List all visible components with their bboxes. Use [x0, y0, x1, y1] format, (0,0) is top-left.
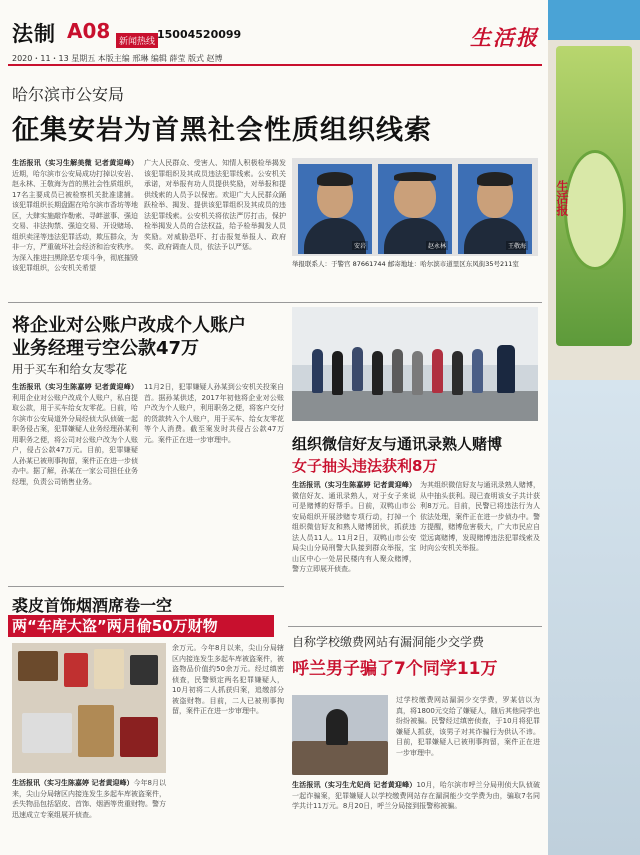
goods-shape	[22, 713, 72, 753]
ad-brand: 生活报	[555, 180, 569, 216]
suspect-photo	[458, 164, 532, 254]
article-column	[12, 158, 138, 296]
goods-shape	[130, 655, 158, 685]
ad-emblem	[564, 150, 626, 270]
article-column: 11月2日，犯罪嫌疑人孙某到公安机关投案自首。据孙某供述，2017年初他将企业对公账户改为个人账户，利用职务之便，将客户交付的货款转入个人账户，用于买车、给女友零花等个人消费。截至案发时共侵占公款47万元。案件正在进一步审理中。	[144, 383, 284, 444]
figure-shape	[432, 349, 443, 393]
article-kicker: 自称学校缴费网站有漏洞能少交学费	[292, 635, 485, 649]
figure-shape	[372, 351, 383, 395]
report-contact: 举报联系人：于警官 87661744 邮寄地址：哈尔滨市道里区东风街35号211室	[292, 260, 519, 268]
ad-background	[548, 380, 640, 855]
article-headline-red: 呼兰男子骗了7个同学11万	[292, 659, 498, 679]
hotline-label: 新闻热线	[116, 33, 158, 48]
column-text: 微信好友、通讯录熟人，对于女子来说可是赌博的好帮手。日前，双鸭山市公安局组织开展涉赌专项行动，打掉一个组织微信好友和熟人赌博团伙，抓获违法人员11人。11月2日，双鸭山市公安局尖山分局刑警大队接到群众举报，宝山区中心一处居民楼内有人聚众赌博，警方立即展开侦查。	[292, 491, 416, 573]
goods-shape	[94, 649, 124, 689]
news-photo-arrest	[292, 307, 538, 421]
article-subtitle: 用于买车和给女友零花	[12, 362, 127, 376]
article-column: 广大人民群众、受害人、知情人积极检举揭发该犯罪组织及其成员违法犯罪线索。公安机关承诺，对举报有功人员提供奖励，对举报和提供线索的人员予以保密。欢迎广大人民群众踊跃检举、揭发、提供该犯罪组织及其成员的违法犯罪线索。公安机关将依法严厉打击，保护检举揭发人员的合法权益，给予检举揭发人员奖励。对威胁恐吓、打击报复举报人、政府奖、政府调查人员，依法予以严惩。	[144, 159, 286, 251]
hotline-number: 15004520099	[157, 28, 242, 41]
article-column: 过学校缴费网站漏洞少交学费，罗某信以为真，将1800元交给了嫌疑人，随后其他同学也纷纷被骗。民警经过缜密侦查，于10月将犯罪嫌疑人抓获，该男子对其诈骗行为供认不讳。目前，犯罪嫌疑人已被刑事拘留，案件正在进一步审理中。	[396, 696, 540, 757]
article-headline	[12, 314, 246, 360]
dateline: 2020・11・13 星期五 本版主编 邢琳 编辑 薛莹 版式 赵博	[12, 54, 223, 63]
column-text: 利用企业对公账户改成个人账户，私自提取公款，用于买车给女友零花。日前，哈尔滨市公安局道外分局经侦大队侦破一起职务侵占案，犯罪嫌疑人业务经理孙某利用职务之便，将公司对公账户改为个人账户，侵占公款47万元。目前，犯罪嫌疑人孙某已被刑事拘留，案件正在进一步侦办中。据了解，孙某在一家公司担任业务经理，负责公司销售业务。	[12, 393, 138, 486]
divider	[8, 586, 284, 587]
divider	[8, 302, 542, 303]
suspect-name: 王敬海	[507, 243, 526, 250]
headline-line: 业务经理亏空公款47万	[12, 338, 200, 359]
article-column	[292, 780, 540, 850]
goods-shape	[64, 653, 88, 687]
article-column: 余万元。今年8月以来，尖山分局辖区内接连发生多起车库被盗案件，被盗物品价值约50余万元。经过缜密侦查，民警锁定两名犯罪嫌疑人，10月初将二人抓获归案，追缴部分被盗财物。目前，二人已被刑事拘留，案件正在进一步审理中。	[172, 644, 284, 715]
suspect-name: 安岩	[353, 243, 366, 250]
figure-shape	[497, 345, 515, 393]
figure-shape	[332, 351, 343, 395]
desk-shape	[292, 741, 388, 775]
suspect-photo	[378, 164, 452, 254]
goods-shape	[78, 705, 114, 757]
suspect-photo	[298, 164, 372, 254]
byline: 生活报讯（实习生陈嘉婷 记者黄迎峰）	[12, 383, 138, 391]
article-headline: 组织微信好友与通讯录熟人赌博	[292, 435, 503, 453]
column-text: 近期，哈尔滨市公安局成功打掉以安岩、赵永林、王敬海为首的黑社会性质组织，17名主要成员已被检察机关批准逮捕。该犯罪组织长期盘踞在哈尔滨市香坊等地区，大肆实施敲诈勒索、寻衅滋事、强迫交易、非法拘禁、强迫交易、开设赌场、组织卖淫等违法犯罪活动，欺压群众，为非一方，严重破坏社会经济和治安秩序。为深入推进扫黑除恶专项斗争，彻底摧毁该犯罪组织，公安机关希望	[12, 169, 138, 272]
figure-shape	[452, 351, 463, 395]
suspect-photos	[292, 158, 538, 256]
article-column: 为其组织微信好友与通讯录熟人赌博，从中抽头获利。现已查明该女子共计获利8万元。目前，民警已将违法行为人依法处理，案件正在进一步侦办中。警方提醒，赌博危害极大，广大市民应自觉远离赌博，发现赌博违法犯罪线索及时向公安机关举报。	[420, 481, 540, 552]
figure-shape	[392, 349, 403, 393]
goods-shape	[120, 717, 158, 757]
figure-shape	[352, 347, 363, 391]
hair-shape	[394, 172, 436, 181]
page-number: A08	[67, 19, 111, 43]
goods-shape	[18, 651, 58, 681]
column-text: 今年8月以来，尖山分局辖区内接连发生多起车库被盗案件，丢失物品包括貂皮、首饰、烟酒等贵重财物。警方迅速成立专案组展开侦查。	[12, 779, 166, 819]
byline: 生活报讯（实习生陈嘉婷 记者黄迎峰）	[292, 481, 416, 489]
article-column	[292, 480, 416, 620]
news-photo-suspect	[292, 695, 388, 775]
divider	[288, 626, 542, 627]
article-headline-banner: 两“车库大盗”两月偷50万财物	[8, 615, 274, 637]
photo-floor	[292, 391, 538, 421]
side-advertisement[interactable]	[548, 0, 640, 855]
headline-line: 将企业对公账户改成个人账户	[12, 315, 246, 336]
news-photo-stolen-goods	[12, 643, 166, 773]
column-text: 10月，哈尔滨市呼兰分局刑侦大队侦破一起诈骗案，犯罪嫌疑人以学校缴费网站存在漏洞能少交学费为由，骗取7名同学共计11万元。8月20日，呼兰分局接到报警称被骗。	[292, 781, 540, 810]
figure-shape	[472, 349, 483, 393]
article-kicker: 哈尔滨市公安局	[12, 85, 125, 104]
article-headline: 裘皮首饰烟酒席卷一空	[12, 596, 173, 615]
article-headline: 征集安岩为首黑社会性质组织线索	[12, 115, 432, 146]
newspaper-logo: 生活报	[470, 25, 539, 50]
article-column	[12, 382, 138, 580]
article-headline-red: 女子抽头违法获利8万	[292, 457, 438, 475]
header-rule	[8, 64, 542, 66]
figure-shape	[412, 351, 423, 395]
byline: 生活报讯（实习生陈嘉婷 记者黄迎峰）	[12, 779, 134, 787]
figure-shape	[326, 709, 348, 745]
byline: 生活报讯（实习生解美微 记者黄迎峰）	[12, 159, 138, 167]
suspect-name: 赵永林	[427, 243, 446, 250]
figure-shape	[312, 349, 323, 393]
ad-sky	[548, 0, 640, 40]
hair-shape	[317, 172, 353, 186]
section-name: 法制	[12, 21, 56, 46]
article-column	[12, 778, 166, 848]
hair-shape	[477, 172, 513, 186]
byline: 生活报讯（实习生尤妃尚 记者黄迎峰）	[292, 781, 417, 789]
